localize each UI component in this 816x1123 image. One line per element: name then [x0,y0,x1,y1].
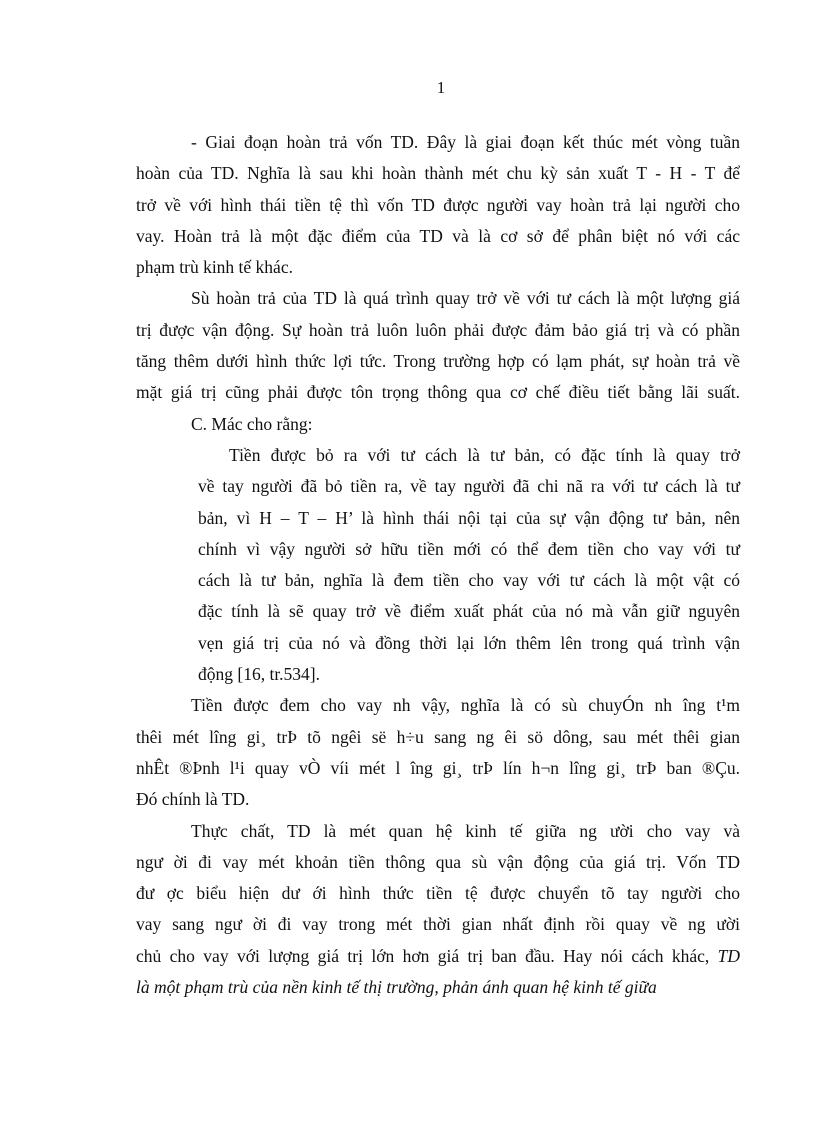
paragraph-money-lending [136,690,740,815]
italic-segment: TD [717,945,741,966]
quote-line: đặc tính là sẽ quay trở về điểm xuất phát của nó mà vẫn giữ nguyên [198,601,740,622]
text-line: Thực chất, TD là mét quan hệ kinh tế giữa ng ười cho vay và [191,820,740,841]
quote-line: Tiền được bỏ ra với tư cách là tư bản, có đặc tính là quay trở [229,444,740,465]
text-line: Tiền được đem cho vay nh vậy, nghĩa là có sù chuyÓn nh îng t¹m [191,695,740,716]
quote-line: vẹn giá trị của nó và đồng thời lại lớn thêm lên trong quá trình vận [198,632,740,653]
text-line: mặt giá trị cũng phải được tôn trọng thông qua cơ chế điều tiết bằng lãi suất. [136,382,740,403]
text-line: vay sang ngư ời đi vay trong mét thời gian nhất định rồi quay về ng ười [136,914,740,935]
text-line: trở về với hình thái tiền tệ thì vốn TD được người vay hoàn trả lại người cho [136,194,740,215]
text-line: phạm trù kinh tế khác. [136,257,293,278]
quote-line: bản, vì H – T – H’ là hình thái nội tại của sự vận động tư bản, nên [198,507,740,528]
document-body [136,127,740,1003]
paragraph-repayment-stage [136,127,740,283]
text-line: vay. Hoàn trả là một đặc điểm của TD và là cơ sở để phân biệt nó với các [136,225,740,246]
text-line-italic: là một phạm trù của nền kinh tế thị trường, phản ánh quan hệ kinh tế giữa [136,977,657,998]
text-line: ngư ời đi vay mét khoản tiền thông qua sù vận động của giá trị. Vốn TD [136,851,740,872]
text-line-mixed [136,941,740,972]
block-quote [136,440,740,690]
quote-line: chính vì vậy người sở hữu tiền mới có thể đem tiền cho vay với tư [198,538,740,559]
quote-line: về tay người đã bỏ tiền ra, về tay người đã chi nã ra với tư cách là tư [198,476,740,497]
paragraph-marx-intro [136,409,740,440]
page-number: 1 [436,78,446,97]
text-line: hoàn của TD. Nghĩa là sau khi hoàn thành mét chu kỳ sản xuất T - H - T để [136,163,740,184]
quote-line: động [16, tr.534]. [198,664,321,685]
text-line: trị được vận động. Sự hoàn trả luôn luôn phải được đảm bảo giá trị và có phần [136,319,740,340]
text-segment: chủ cho vay với lượng giá trị lớn hơn giá trị ban đầu. Hay nói cách khác, [136,945,710,966]
text-line: - Giai đoạn hoàn trả vốn TD. Đây là giai đoạn kết thúc mét vòng tuần [191,132,740,152]
text-line: Sù hoàn trả của TD là quá trình quay trở về với tư cách là một lượng giá [191,288,740,309]
text-line: tăng thêm dưới hình thức lợi tức. Trong trường hợp có lạm phát, sự hoàn trả về [136,351,740,372]
text-line: thêi mét lîng gi¸ trÞ tõ ngêi së h÷u sang ng êi sö dông, sau mét thêi gian [136,726,740,747]
text-line: đư ợc biểu hiện dư ới hình thức tiền tệ được chuyển tõ tay người cho [136,883,740,904]
paragraph-repayment-value [136,283,740,408]
text-line: C. Mác cho rằng: [191,413,313,434]
paragraph-credit-essence [136,816,740,1004]
text-line: nhÊt ®Þnh l¹i quay vÒ víi mét l îng gi¸ trÞ lín h¬n lîng gi¸ trÞ ban ®Çu. [136,757,740,778]
quote-line: cách là tư bản, nghĩa là đem tiền cho vay với tư cách là một vật có [198,570,740,591]
text-line: Đó chính là TD. [136,789,250,810]
